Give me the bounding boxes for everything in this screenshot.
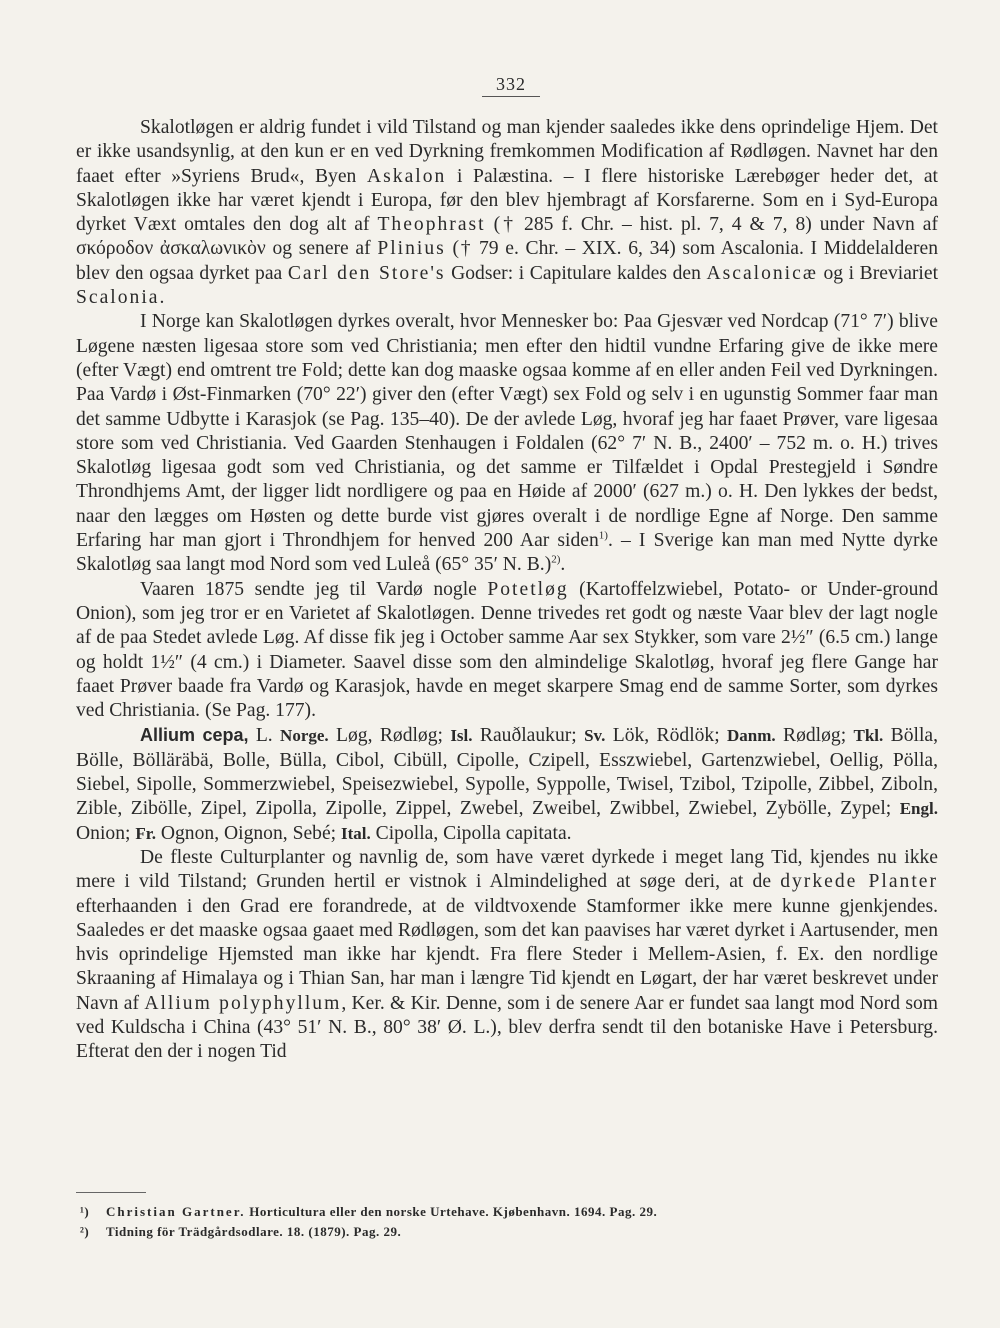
spaced-name: Ascalonicæ — [706, 262, 818, 284]
spaced-name: Scalonia — [76, 287, 160, 309]
paragraph — [76, 723, 938, 845]
text-run: Cipolla, Cipolla capitata. — [370, 822, 572, 844]
footnote-ref: 1) — [598, 529, 608, 542]
text-run: , Ker. & Kir. Denne, som i de senere Aar er fundet saa langt mod Nord som ved Kuldscha i China (43° 51′ N. B., 80° 38′ Ø. L.), blev derfra sendt til den botaniske Have i Petersburg. Efterat den der i nogen Tid — [76, 992, 938, 1063]
label-term: Danm. — [727, 726, 776, 746]
footnote-text: Horticultura eller den norske Urtehave. Kjøbenhavn. 1694. Pag. 29. — [245, 1204, 658, 1219]
text-run: I Norge kan Skalotløgen dyrkes overalt, hvor Mennesker bo: Paa Gjesvær ved Nordcap (71° 7′) blive Løgene næsten ligesaa store som ved Christiania; men efter den hidtil vundne Erfaring give de ikke mere (efter Vægt) end omtrent tre Fold; dette kan dog maaske ogsaa komme af en eller anden Feil ved Dyrkningen. Paa Vardø i Øst-Finmarken (70° 22′) giver den (efter Vægt) sex Fold og selv i en ugunstig Sommer faar man det samme Udbytte i Karasjok (se Pag. 135–40). De der avlede Løg, hvoraf jeg har faaet Prøver, vare ligesaa store som ved Christiania. Ved Gaarden Stenhaugen i Foldalen (62° 7′ N. B., 2400′ – 752 m. o. H.) trives Skalotløg ligesaa godt som ved Christiania, og det samme er Tilfældet i Opdal Prestegjeld i Søndre Throndhjems Amt, der ligger lidt nordligere og paa en Høide af 2000′ (627 m.) o. H. Den lykkes der bedst, naar den lægges om Høsten og dette burde vist gjøres overalt i de nordlige Egne af Norge. Den samme Erfaring har man gjort i Throndhjem for henved 200 Aar siden — [76, 311, 938, 552]
spaced-name: Carl den Store's — [287, 262, 446, 284]
text-run: Rødløg; — [775, 725, 854, 747]
footnote-mark: ¹) — [80, 1204, 90, 1219]
footnote-ref: 2) — [551, 553, 561, 566]
label-term: Allium cepa, — [140, 725, 249, 746]
label-term: Isl. — [450, 726, 473, 746]
paragraph — [76, 846, 938, 1065]
text-run: i Palæstina. – I flere historiske Lærebøger heder det, at Skalotløgen ikke har været kjendt i Europa, før den blev hjembragt af Korsfarerne. Som en i Syd-Europa dyrket Væxt omtales den dog alt af — [76, 165, 938, 236]
label-term: Tkl. — [853, 726, 884, 746]
spaced-name: Theophrast — [377, 214, 486, 236]
text-run: . — [159, 287, 165, 309]
label-term: Norge. — [280, 726, 329, 746]
text-run: L. — [248, 725, 281, 747]
text-run: Onion; — [76, 822, 136, 844]
text-run: Rauðlaukur; — [472, 725, 585, 747]
text-run: Løg, Rødløg; — [328, 725, 451, 747]
text-run: . – I Sverige kan man med Nytte dyrke Skalotløg saa langt mod Nord som ved Luleå (65° 35′ N. B.) — [76, 530, 938, 576]
text-run: Vaaren 1875 sendte jeg til Vardø nogle — [140, 578, 488, 600]
label-term: Sv. — [584, 726, 606, 746]
text-run: Ognon, Oignon, Sebé; — [155, 822, 341, 844]
text-run: De fleste Culturplanter og navnlig de, som have været dyrkede i meget lang Tid, kjendes nu ikke mere i vild Tilstand; Grunden hertil er vistnok i Almindelighed at søge deri, at de — [76, 846, 938, 893]
spaced-name: Askalon — [367, 165, 447, 187]
text-run: (Kartoffelzwiebel, Potato- or Under-ground Onion), som jeg tror er en Varietet af Skalotløgen. Denne trivedes ret godt og næste Vaar blev der lagt nogle af de paa Stedet avlede Løg. Af disse fik jeg i October samme Aar sex Stykker, som vare 2½″ (6.5 cm.) lange og holdt 1½″ (4 cm.) i Diameter. Saavel disse som den almindelige Skalotløg, hvoraf jeg flere Gange har faaet Prøver baade fra Vardø og Karasjok, havde en meget skarpere Smag end de samme Sorter, som dyrkes ved Christiania. (Se Pag. 177). — [76, 578, 938, 722]
text-run: († 285 f. Chr. – hist. pl. 7, 4 & 7, 8) under Navn af σκόροδον ἀσκαλωνικὸν og senere af — [76, 214, 938, 260]
label-term: Ital. — [341, 823, 371, 843]
text-run: Bölla, Bölle, Bölläräbä, Bolle, Bülla, Cibol, Cibüll, Cipolle, Czipell, Esszwiebel, Gartenzwiebel, Oellig, Pölla, Siebel, Sipolle, Sommerzwiebel, Speisezwiebel, Sypolle, Syppolle, Twisel, Tzibol, Tzipolle, Zibbel, Ziboln, Zible, Zibölle, Zipel, Zipolla, Zipolle, Zippel, Zwebel, Zweibel, Zwibbel, Zwiebel, Zybölle, Zypel; — [76, 725, 938, 820]
paragraph — [76, 578, 938, 724]
footnotes — [80, 1202, 926, 1242]
label-term: Fr. — [135, 823, 156, 843]
footnote — [80, 1222, 926, 1242]
footnote-mark: ²) — [80, 1224, 90, 1239]
label-term: Engl. — [899, 799, 938, 819]
text-run: Godser: i Capitulare kaldes den — [445, 262, 707, 284]
footnote-text: Tidning för Trädgårdsodlare. 18. (1879). Pag. 29. — [106, 1224, 402, 1239]
spaced-name: dyrkede Planter — [780, 871, 938, 893]
text-run: efterhaanden i den Grad ere forandrede, at de vildtvoxende Stamformer ikke mere kunne gjenkjendes. Saaledes er det maaske ogsaa gaaet med Rødløgen, som det kan paavises har været dyrket i Aartusender, men hvis oprindelige Hjemsted man ikke har kjendt. Fra flere Steder i Mellem-Asien, f. Ex. den nordlige Skraaning af Himalaya og i Thian San, har man i længre Tid kjendt en Løgart, der har været beskrevet under Navn af — [76, 895, 938, 1014]
text-run: . — [560, 554, 566, 576]
footnote-rule — [76, 1192, 146, 1193]
paragraph — [76, 116, 938, 310]
footnote-author: Christian Gartner. — [106, 1204, 246, 1219]
body-text — [76, 116, 938, 1065]
footnote — [80, 1202, 926, 1222]
page-number: 332 — [482, 74, 540, 97]
spaced-name: Allium polyphyllum — [144, 992, 342, 1014]
spaced-name: Potetløg — [487, 578, 569, 600]
text-run: og i Breviariet — [817, 262, 939, 284]
text-run: († 79 e. Chr. – XIX. 6, 34) som Ascalonia. I Middelalderen blev den ogsaa dyrket paa — [76, 238, 939, 284]
paragraph — [76, 310, 938, 577]
text-run: Lök, Rödlök; — [605, 725, 728, 747]
text-run: Skalotløgen er aldrig fundet i vild Tilstand og man kjender saaledes ikke dens oprindelige Hjem. Det er ikke usandsynlig, at den kun er en ved Dyrkning fremkommen Modification af Rødløgen. Navnet har den faaet efter »Syriens Brud«, Byen — [76, 117, 938, 187]
spaced-name: Plinius — [377, 238, 446, 260]
